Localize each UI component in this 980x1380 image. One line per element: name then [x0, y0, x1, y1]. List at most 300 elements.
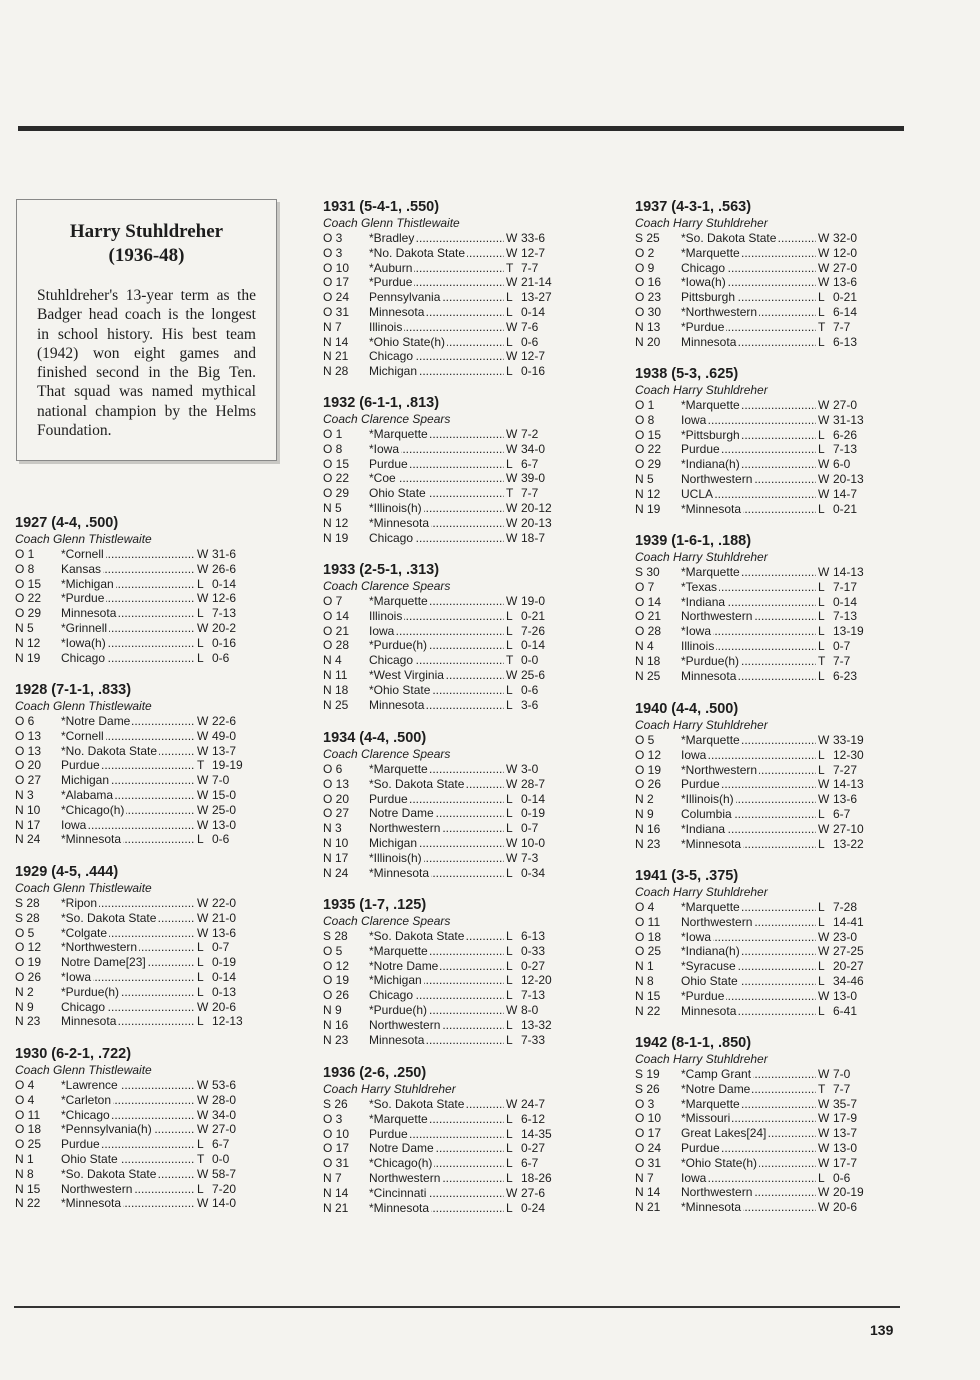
game-opponent	[681, 915, 816, 930]
game-date: S 28	[15, 896, 40, 910]
game-score: 17-7	[833, 1155, 858, 1170]
game-row	[635, 246, 871, 261]
game-result: W	[818, 733, 830, 747]
game-opponent	[681, 1004, 816, 1019]
opponent-name: Chicago	[61, 999, 106, 1014]
game-date: O 26	[15, 969, 42, 984]
game-score: 24-7	[521, 1097, 546, 1111]
game-opponent	[681, 1097, 816, 1112]
game-date: O 11	[15, 1107, 41, 1122]
game-row	[635, 944, 871, 959]
game-opponent	[369, 275, 504, 290]
game-opponent	[369, 261, 504, 276]
game-date: O 14	[635, 594, 662, 609]
opponent-name: *Minnesota	[681, 1200, 742, 1215]
game-score: 7-13	[833, 609, 858, 624]
game-row	[15, 606, 250, 621]
game-score: 21-14	[521, 275, 552, 290]
game-row	[323, 777, 559, 792]
season-coach: Coach Harry Stuhldreher	[635, 718, 768, 732]
season-title: 1941 (3-5, .375)	[635, 868, 739, 884]
game-score: 27-0	[833, 398, 858, 412]
game-row	[323, 501, 559, 516]
game-row	[15, 1137, 250, 1152]
game-date: O 29	[635, 457, 662, 472]
game-score: 0-19	[212, 955, 237, 970]
game-result: T	[195, 758, 209, 773]
season-coach: Coach Harry Stuhldreher	[635, 885, 768, 899]
game-row	[323, 231, 559, 246]
game-score: 27-6	[521, 1185, 546, 1200]
opponent-name: Chicago	[369, 349, 414, 364]
opponent-name: Iowa	[369, 623, 395, 638]
game-opponent	[61, 955, 195, 970]
game-date: S 28	[15, 910, 40, 925]
opponent-name: Northwestern	[681, 609, 753, 624]
game-row	[635, 305, 871, 320]
game-score: 0-16	[521, 364, 546, 379]
game-opponent	[369, 290, 504, 305]
game-score: 0-14	[212, 576, 237, 591]
game-date: O 19	[323, 973, 350, 988]
game-result: L	[816, 974, 830, 989]
game-date: O 1	[323, 427, 343, 441]
game-score: 7-17	[833, 579, 858, 594]
opponent-name: Chicago	[369, 530, 414, 545]
opponent-name: Minnesota	[61, 606, 117, 621]
game-score: 20-27	[833, 959, 864, 974]
game-result: W	[197, 743, 209, 758]
game-date: N 21	[635, 1200, 661, 1215]
game-score: 27-0	[212, 1122, 237, 1137]
game-opponent	[61, 940, 195, 955]
game-score: 25-0	[212, 802, 237, 817]
opponent-name: *Marquette	[681, 245, 740, 260]
game-opponent	[61, 562, 195, 577]
opponent-name: *Michigan	[369, 973, 422, 988]
game-opponent	[369, 471, 504, 486]
game-date: O 21	[323, 623, 350, 638]
game-score: 0-21	[833, 501, 858, 516]
game-score: 12-6	[212, 591, 237, 606]
game-row	[323, 866, 559, 881]
opponent-name: *Carleton	[61, 1092, 112, 1107]
game-row	[635, 290, 871, 305]
game-date: O 26	[635, 777, 662, 792]
game-date: O 27	[15, 773, 42, 788]
game-result: W	[506, 667, 518, 682]
game-row	[635, 320, 871, 335]
game-result: L	[504, 698, 518, 713]
game-opponent	[681, 792, 816, 807]
game-date: N 5	[323, 500, 342, 515]
game-opponent	[369, 231, 504, 246]
game-result: L	[195, 636, 209, 651]
opponent-name: *Iowa(h)	[61, 635, 106, 650]
game-opponent	[681, 733, 816, 748]
game-date: N 17	[15, 817, 41, 832]
game-row	[323, 1033, 559, 1048]
game-result: W	[197, 999, 209, 1014]
game-result: L	[816, 669, 830, 684]
game-opponent	[369, 486, 504, 501]
game-opponent	[61, 803, 195, 818]
game-row	[15, 940, 250, 955]
season-title: 1940 (4-4, .500)	[635, 701, 739, 717]
game-row	[635, 565, 871, 580]
game-date: N 1	[635, 959, 654, 974]
game-opponent	[61, 547, 195, 562]
game-opponent	[369, 457, 504, 472]
game-date: N 8	[15, 1166, 34, 1181]
game-score: 6-12	[521, 1111, 546, 1126]
game-opponent	[369, 959, 504, 974]
game-date: O 31	[323, 1156, 350, 1171]
opponent-name: Illinois	[369, 608, 403, 623]
game-score: 32-0	[833, 231, 858, 245]
opponent-name: *Minnesota	[681, 836, 742, 851]
opponent-name: Chicago	[369, 988, 414, 1003]
opponent-name: Ohio State	[369, 486, 426, 501]
game-score: 7-7	[521, 486, 539, 501]
season-block	[323, 198, 559, 379]
game-row	[323, 1186, 559, 1201]
game-date: O 13	[15, 728, 42, 743]
opponent-name: *Northwestern	[681, 304, 758, 319]
game-score: 0-14	[833, 594, 858, 609]
game-row	[323, 988, 559, 1003]
season-block	[15, 863, 250, 1029]
game-result: W	[818, 1185, 830, 1200]
game-opponent	[369, 1112, 504, 1127]
opponent-name: Notre Dame	[369, 806, 434, 821]
game-row	[15, 714, 250, 729]
game-score: 17-9	[833, 1111, 858, 1126]
game-result: W	[197, 714, 209, 728]
game-opponent	[61, 621, 195, 636]
opponent-name: *Purdue	[369, 275, 413, 290]
game-result: W	[818, 245, 830, 260]
game-score: 13-0	[212, 817, 237, 832]
game-opponent	[681, 231, 816, 246]
page-number: 139	[870, 1322, 894, 1338]
game-opponent	[681, 1141, 816, 1156]
game-result: W	[197, 910, 209, 925]
game-date: N 20	[635, 334, 661, 349]
game-date: N 24	[15, 832, 41, 847]
opponent-name: *Marquette	[681, 565, 740, 579]
game-row	[635, 915, 871, 930]
opponent-name: Michigan	[369, 835, 418, 850]
game-score: 7-3	[521, 850, 539, 865]
game-opponent	[369, 866, 504, 881]
game-date: N 23	[323, 1032, 349, 1047]
game-result: W	[506, 245, 518, 260]
game-result: W	[506, 231, 518, 245]
game-result: L	[816, 335, 830, 350]
game-result: L	[195, 606, 209, 621]
game-score: 20-12	[521, 500, 552, 515]
game-opponent	[369, 364, 504, 379]
game-date: N 12	[323, 515, 349, 530]
game-opponent	[61, 985, 195, 1000]
game-date: N 4	[635, 638, 654, 653]
game-score: 53-6	[212, 1078, 237, 1092]
opponent-name: *Marquette	[681, 1096, 740, 1111]
season-block	[323, 1064, 559, 1215]
game-result: L	[504, 1141, 518, 1156]
game-opponent	[681, 1111, 816, 1126]
game-row	[635, 1126, 871, 1141]
game-result: W	[506, 500, 518, 515]
game-date: O 17	[323, 1141, 350, 1156]
game-score: 12-7	[521, 349, 546, 364]
opponent-name: *Marquette	[369, 594, 428, 608]
game-result: W	[818, 1200, 830, 1215]
opponent-name: Purdue	[369, 456, 408, 471]
opponent-name: *Ohio State(h)	[369, 334, 446, 349]
game-opponent	[61, 1093, 195, 1108]
season-block	[323, 561, 559, 712]
game-row	[635, 428, 871, 443]
game-row	[323, 973, 559, 988]
opponent-name: *Purdue(h)	[369, 1002, 428, 1017]
game-opponent	[61, 591, 195, 606]
game-score: 6-7	[521, 456, 539, 471]
game-result: W	[818, 1126, 830, 1141]
game-row	[323, 1156, 559, 1171]
game-score: 13-27	[521, 290, 552, 305]
game-result: W	[818, 457, 830, 472]
game-date: O 22	[323, 471, 350, 486]
game-result: L	[816, 763, 830, 778]
game-opponent	[681, 930, 816, 945]
game-score: 28-7	[521, 776, 546, 791]
game-row	[323, 683, 559, 698]
game-result: L	[504, 866, 518, 881]
game-score: 13-6	[833, 275, 858, 290]
opponent-name: *So. Dakota State	[61, 1166, 157, 1181]
game-score: 7-13	[212, 606, 237, 621]
game-opponent	[681, 837, 816, 852]
game-result: W	[197, 1107, 209, 1122]
game-date: O 8	[635, 412, 655, 427]
game-score: 20-6	[212, 999, 237, 1014]
game-date: O 22	[15, 591, 42, 606]
opponent-name: Minnesota	[61, 1014, 117, 1029]
game-score: 7-20	[212, 1181, 237, 1196]
game-opponent	[61, 970, 195, 985]
game-row	[15, 911, 250, 926]
game-opponent	[369, 624, 504, 639]
game-result: W	[197, 802, 209, 817]
game-opponent	[681, 777, 816, 792]
game-score: 13-6	[833, 792, 858, 807]
game-result: W	[506, 441, 518, 456]
game-row	[15, 1122, 250, 1137]
opponent-name: *Notre Dame	[369, 958, 439, 973]
game-row	[635, 502, 871, 517]
opponent-name: Purdue	[61, 758, 100, 773]
game-opponent	[369, 349, 504, 364]
game-result: W	[197, 1196, 209, 1211]
game-score: 33-19	[833, 733, 864, 747]
game-date: N 12	[15, 635, 41, 650]
game-row	[635, 261, 871, 276]
game-date: O 18	[15, 1122, 42, 1137]
game-row	[15, 1014, 250, 1029]
game-date: N 10	[15, 802, 41, 817]
game-score: 0-34	[521, 865, 546, 880]
game-score: 18-26	[521, 1170, 552, 1185]
game-date: O 12	[323, 958, 350, 973]
opponent-name: Kansas	[61, 561, 102, 576]
game-score: 7-13	[521, 988, 546, 1003]
game-date: O 30	[635, 304, 662, 319]
game-score: 13-32	[521, 1017, 552, 1032]
game-result: W	[818, 944, 830, 959]
game-row	[635, 398, 871, 413]
game-opponent	[681, 1067, 816, 1082]
game-score: 0-6	[212, 650, 230, 665]
opponent-name: Illinois	[681, 638, 715, 653]
game-score: 0-6	[521, 334, 539, 349]
opponent-name: *Marquette	[369, 427, 428, 441]
game-row	[15, 758, 250, 773]
game-row	[635, 669, 871, 684]
game-row	[635, 900, 871, 915]
game-opponent	[681, 320, 816, 335]
game-date: N 3	[323, 821, 342, 836]
game-opponent	[681, 1126, 816, 1141]
game-result: W	[818, 565, 830, 579]
game-result: W	[818, 821, 830, 836]
game-date: N 3	[15, 787, 34, 802]
game-result: W	[506, 530, 518, 545]
game-row	[635, 959, 871, 974]
game-date: N 14	[323, 334, 349, 349]
game-score: 27-0	[833, 260, 858, 275]
opponent-name: *Indiana(h)	[681, 944, 740, 959]
opponent-name: *Illinois(h)	[369, 500, 422, 515]
game-row	[635, 1141, 871, 1156]
game-row	[323, 1141, 559, 1156]
game-score: 0-24	[521, 1200, 546, 1215]
game-opponent	[681, 595, 816, 610]
game-result: W	[197, 1078, 209, 1092]
game-result: W	[197, 547, 209, 561]
game-row	[323, 1127, 559, 1142]
game-score: 12-30	[833, 747, 864, 762]
game-row	[635, 472, 871, 487]
opponent-name: *So. Dakota State	[369, 1097, 465, 1111]
game-date: O 7	[323, 594, 343, 608]
game-score: 0-0	[212, 1151, 230, 1166]
game-opponent	[681, 502, 816, 517]
game-score: 12-13	[212, 1014, 243, 1029]
game-score: 21-0	[212, 910, 237, 925]
game-score: 0-14	[521, 638, 546, 653]
game-score: 26-6	[212, 561, 237, 576]
opponent-name: Minnesota	[681, 1003, 737, 1018]
game-row	[15, 651, 250, 666]
season-coach: Coach Clarence Spears	[323, 914, 451, 928]
opponent-name: Northwestern	[369, 1170, 441, 1185]
game-result: L	[195, 1014, 209, 1029]
opponent-name: *Northwestern	[61, 940, 138, 955]
game-date: N 13	[635, 319, 661, 334]
game-row	[15, 562, 250, 577]
game-score: 13-6	[212, 925, 237, 940]
game-result: L	[504, 944, 518, 959]
game-date: N 14	[323, 1185, 349, 1200]
coach-profile-box	[16, 199, 277, 461]
game-result: W	[197, 561, 209, 576]
game-opponent	[369, 1201, 504, 1216]
game-result: T	[504, 653, 518, 668]
game-score: 0-16	[212, 635, 237, 650]
game-row	[635, 580, 871, 595]
game-opponent	[681, 609, 816, 624]
game-row	[15, 832, 250, 847]
game-result: W	[818, 1111, 830, 1126]
game-result: W	[818, 1067, 830, 1081]
game-result: L	[816, 428, 830, 443]
season-coach: Coach Harry Stuhldreher	[323, 1082, 456, 1096]
game-score: 39-0	[521, 471, 546, 486]
game-date: O 13	[15, 743, 42, 758]
game-result: L	[816, 442, 830, 457]
game-score: 0-19	[521, 806, 546, 821]
game-date: O 12	[635, 747, 662, 762]
opponent-name: Pittsburgh	[681, 290, 736, 305]
game-opponent	[681, 246, 816, 261]
game-row	[323, 1018, 559, 1033]
game-score: 6-7	[833, 806, 851, 821]
game-score: 18-7	[521, 530, 546, 545]
game-result: L	[504, 638, 518, 653]
game-result: T	[504, 261, 518, 276]
game-row	[635, 1200, 871, 1215]
game-score: 7-7	[833, 319, 851, 334]
season-block	[323, 394, 559, 545]
game-result: W	[506, 427, 518, 441]
game-score: 34-46	[833, 973, 864, 988]
game-result: W	[818, 777, 830, 792]
game-row	[323, 320, 559, 335]
opponent-name: *So. Dakota State	[681, 231, 777, 245]
game-score: 34-0	[212, 1107, 237, 1122]
game-date: N 19	[635, 501, 661, 516]
game-date: N 18	[635, 653, 661, 668]
game-result: L	[504, 959, 518, 974]
game-row	[635, 822, 871, 837]
season-coach: Coach Glenn Thistlewaite	[15, 1063, 152, 1077]
game-row	[323, 427, 559, 442]
game-opponent	[681, 398, 816, 413]
game-score: 7-28	[833, 900, 858, 914]
game-score: 6-13	[521, 929, 546, 943]
game-result: L	[504, 806, 518, 821]
game-date: O 15	[635, 427, 662, 442]
game-row	[323, 1201, 559, 1216]
game-result: W	[506, 349, 518, 364]
game-date: O 10	[323, 1126, 350, 1141]
game-opponent	[369, 1141, 504, 1156]
game-date: O 20	[15, 758, 42, 773]
game-result: L	[816, 624, 830, 639]
game-opponent	[369, 1127, 504, 1142]
